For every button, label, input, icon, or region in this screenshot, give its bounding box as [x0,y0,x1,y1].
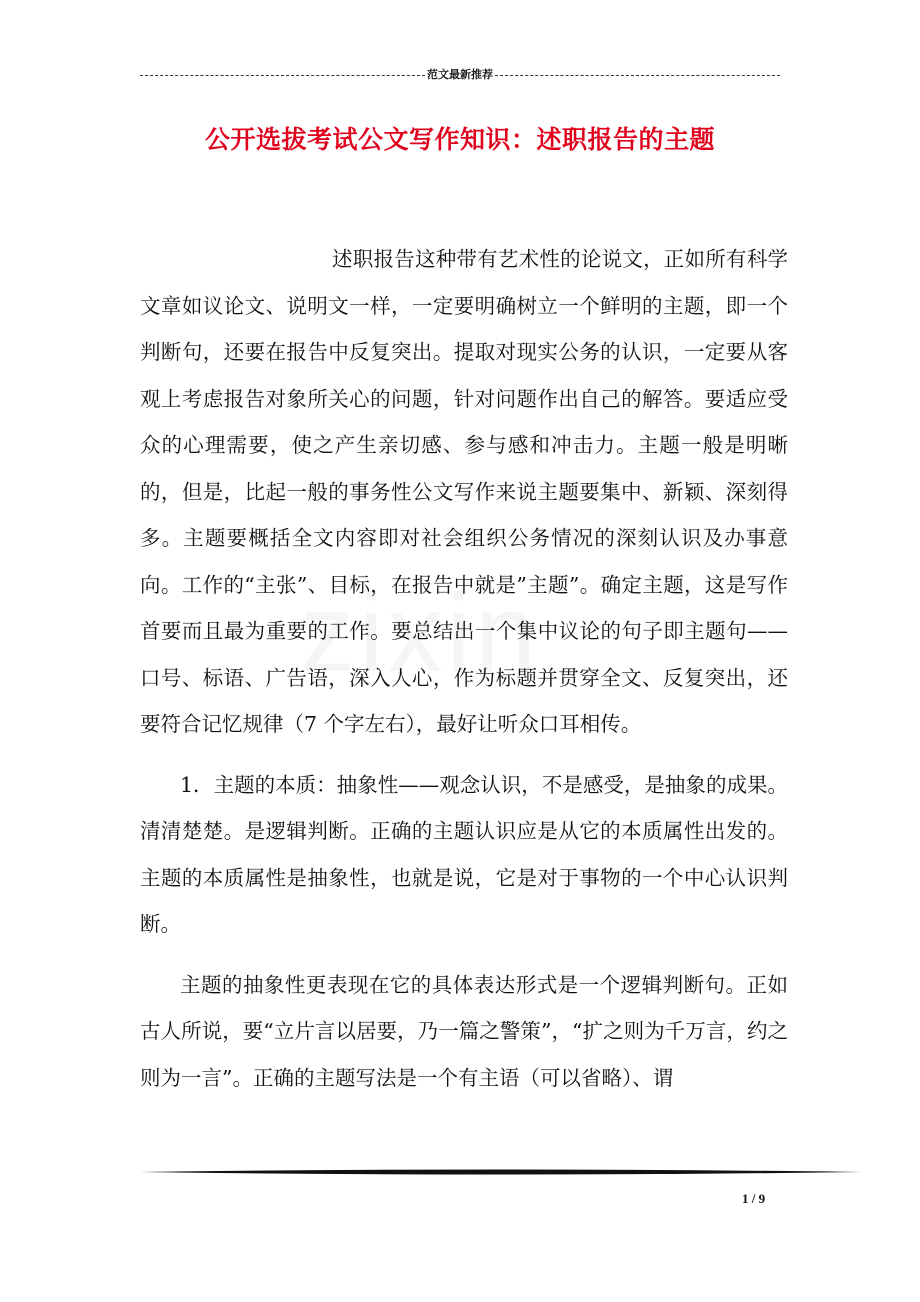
footer-rule [140,1168,862,1176]
document-title: 公开选拔考试公文写作知识：述职报告的主题 [204,125,715,154]
document-body [140,236,788,1101]
paragraph: 主题的抽象性更表现在它的具体表达形式是一个逻辑判断句。正如古人所说，要“立片言以居要，乃一篇之警策”，“扩之则为千万言，约之则为一言”。正确的主题写法是一个有主语（可以省略）、谓 [140,972,788,1090]
header-dash-left [140,75,425,76]
header-label: 范文最新推荐 [427,68,493,81]
page-header [140,68,780,82]
header-dash-right [495,75,780,76]
paragraph: 1．主题的本质：抽象性——观念认识，不是感受，是抽象的成果。清清楚楚。是逻辑判断。正确的主题认识应是从它的本质属性出发的。主题的本质属性是抽象性，也就是说，它是对于事物的一个中心认识判断。 [140,772,788,936]
page-number: 1 / 9 [742,1191,766,1206]
paragraph: 述职报告这种带有艺术性的论说文，正如所有科学文章如议论文、说明文一样，一定要明确树立一个鲜明的主题，即一个判断句，还要在报告中反复突出。提取对现实公务的认识，一定要从客观上考虑报告对象所关心的问题，针对问题作出自己的解答。要适应受众的心理需要，使之产生亲切感、参与感和冲击力。主题一般是明晰的，但是，比起一般的事务性公文写作来说主题要集中、新颖、深刻得多。主题要概括全文内容即对社会组织公务情况的深刻认识及办事意向。工作的“主张”、目标，在报告中就是”主题”。确定主题，这是写作首要而且最为重要的工作。要总结出一个集中议论的句子即主题句——口号、标语、广告语，深入人心，作为标题并贯穿全文、反复突出，还要符合记忆规律（7 个字左右），最好让听众口耳相传。 [140,247,788,736]
